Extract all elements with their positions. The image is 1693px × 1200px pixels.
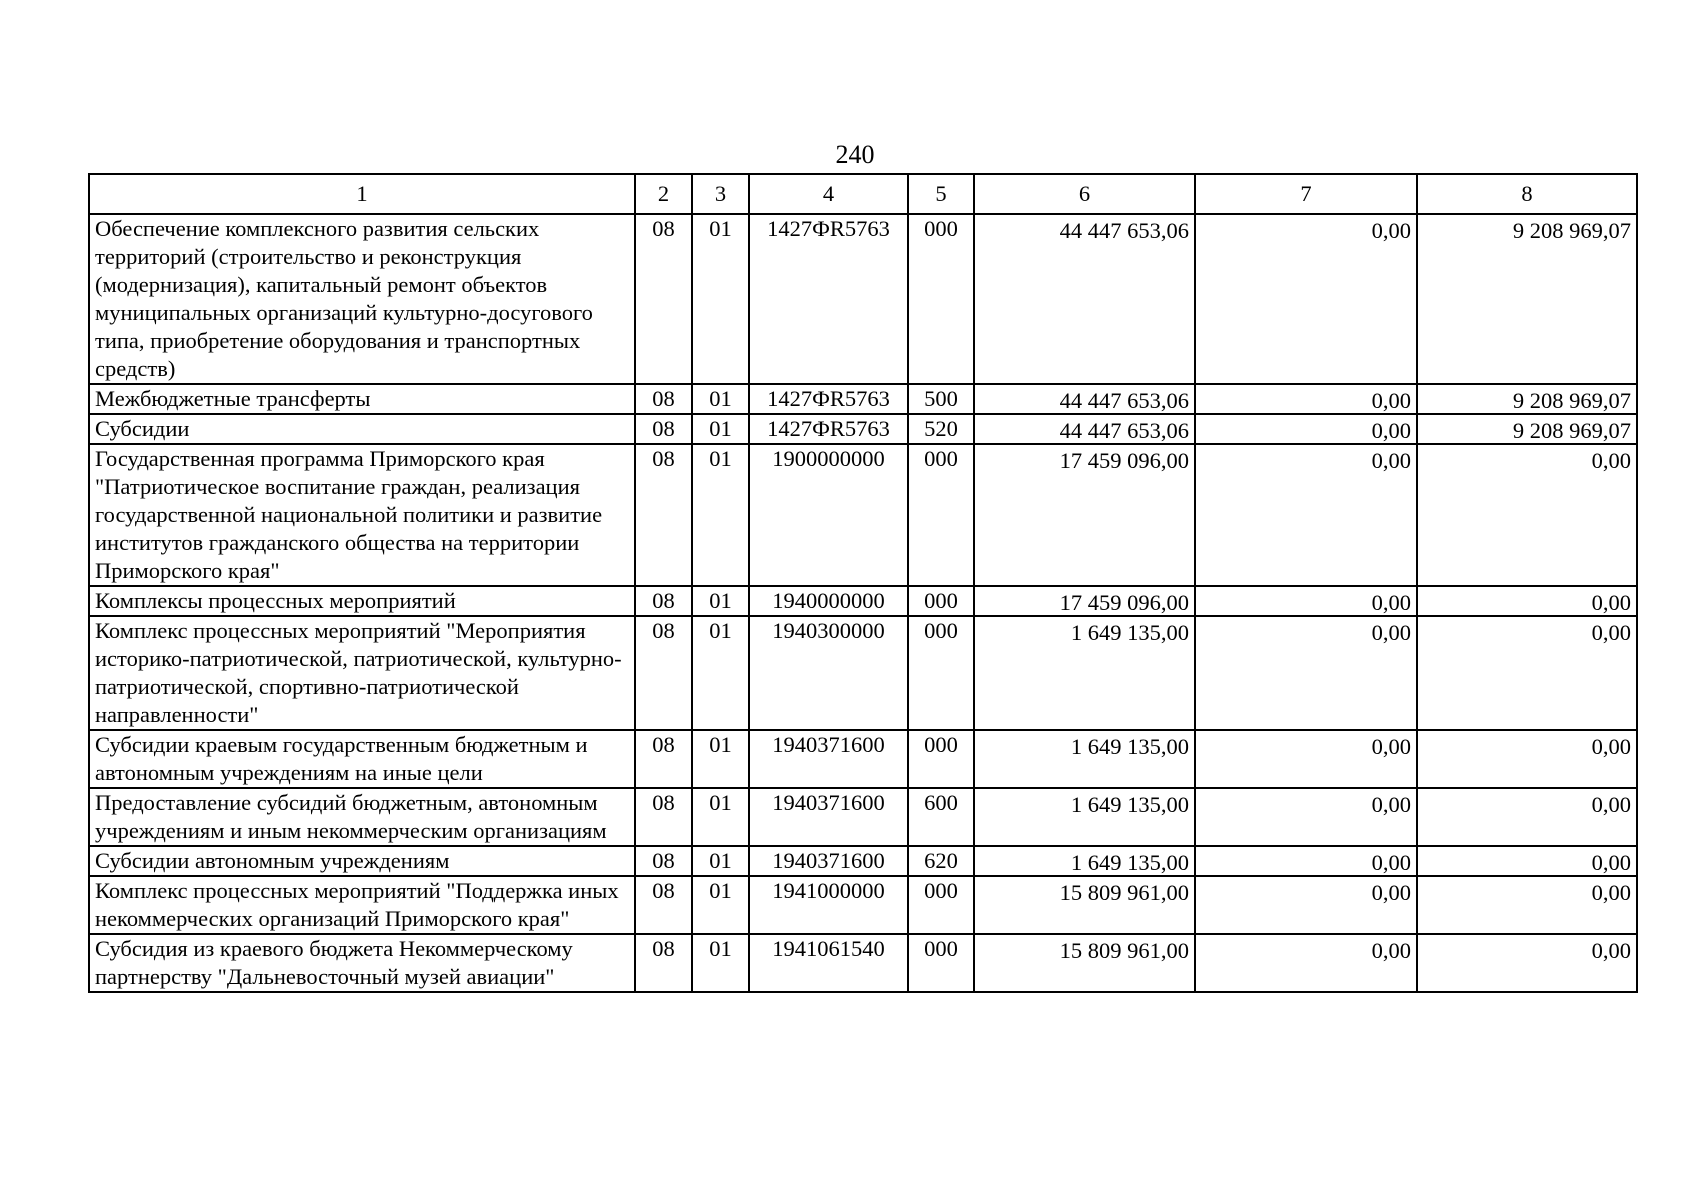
- row-amount-8: 0,00: [1591, 620, 1631, 645]
- row-name: Субсидии автономным учреждениям: [89, 846, 635, 876]
- header-cell: 8: [1417, 174, 1637, 214]
- row-amount-8: 9 208 969,07: [1512, 218, 1631, 243]
- budget-table: [88, 173, 1638, 993]
- table-row: [89, 444, 1637, 586]
- row-amount-6: 17 459 096,00: [1059, 448, 1189, 473]
- row-amount-7: 0,00: [1371, 734, 1411, 759]
- row-section: 08: [635, 586, 692, 616]
- header-cell: 3: [692, 174, 749, 214]
- table-row: [89, 876, 1637, 934]
- row-subsection: 01: [692, 846, 749, 876]
- row-expense-type: 000: [908, 586, 974, 616]
- row-subsection: 01: [692, 384, 749, 414]
- row-expense-type: 000: [908, 876, 974, 934]
- row-amount-7: 0,00: [1371, 850, 1411, 875]
- row-expense-type: 000: [908, 934, 974, 992]
- row-name: Комплексы процессных мероприятий: [89, 586, 635, 616]
- table-row: [89, 846, 1637, 876]
- row-amount-7: 0,00: [1371, 418, 1411, 443]
- row-target-code: 1940300000: [749, 616, 908, 730]
- row-expense-type: 520: [908, 414, 974, 444]
- row-section: 08: [635, 384, 692, 414]
- table-row: [89, 214, 1637, 384]
- row-amount-7: 0,00: [1371, 388, 1411, 413]
- row-section: 08: [635, 616, 692, 730]
- table-row: [89, 730, 1637, 788]
- row-name: Государственная программа Приморского края "Патриотическое воспитание граждан, реализация государственной национальной политики и развитие институтов гражданского общества на территории Приморского края": [89, 444, 635, 586]
- row-target-code: 1900000000: [749, 444, 908, 586]
- row-section: 08: [635, 444, 692, 586]
- row-name: Субсидии краевым государственным бюджетным и автономным учреждениям на иные цели: [89, 730, 635, 788]
- row-subsection: 01: [692, 934, 749, 992]
- row-target-code: 1940000000: [749, 586, 908, 616]
- row-section: 08: [635, 876, 692, 934]
- row-section: 08: [635, 788, 692, 846]
- row-target-code: 1941061540: [749, 934, 908, 992]
- row-subsection: 01: [692, 616, 749, 730]
- row-amount-6: 44 447 653,06: [1059, 418, 1189, 443]
- row-name: Межбюджетные трансферты: [89, 384, 635, 414]
- row-amount-7: 0,00: [1371, 448, 1411, 473]
- header-row: [89, 174, 1637, 214]
- row-amount-8: 0,00: [1591, 734, 1631, 759]
- row-section: 08: [635, 730, 692, 788]
- row-section: 08: [635, 846, 692, 876]
- row-subsection: 01: [692, 414, 749, 444]
- row-amount-7: 0,00: [1371, 880, 1411, 905]
- row-amount-6: 15 809 961,00: [1059, 938, 1189, 963]
- row-target-code: 1940371600: [749, 788, 908, 846]
- row-amount-6: 1 649 135,00: [1070, 620, 1189, 645]
- row-amount-7: 0,00: [1371, 218, 1411, 243]
- header-cell: 5: [908, 174, 974, 214]
- table-row: [89, 586, 1637, 616]
- table-row: [89, 414, 1637, 444]
- header-cell: 7: [1195, 174, 1417, 214]
- row-amount-7: 0,00: [1371, 590, 1411, 615]
- row-amount-6: 15 809 961,00: [1059, 880, 1189, 905]
- header-cell: 6: [974, 174, 1195, 214]
- row-amount-6: 17 459 096,00: [1059, 590, 1189, 615]
- row-amount-8: 0,00: [1591, 850, 1631, 875]
- row-name: Субсидия из краевого бюджета Некоммерческому партнерству "Дальневосточный музей авиации": [89, 934, 635, 992]
- row-amount-6: 1 649 135,00: [1070, 850, 1189, 875]
- row-name: Обеспечение комплексного развития сельских территорий (строительство и реконструкция (модернизация), капитальный ремонт объектов муниципальных организаций культурно-досугового типа, приобретение оборудования и транспортных средств): [89, 214, 635, 384]
- row-name: Предоставление субсидий бюджетным, автономным учреждениям и иным некоммерческим организациям: [89, 788, 635, 846]
- row-target-code: 1940371600: [749, 730, 908, 788]
- header-cell: 2: [635, 174, 692, 214]
- row-amount-8: 0,00: [1591, 590, 1631, 615]
- row-subsection: 01: [692, 214, 749, 384]
- row-expense-type: 000: [908, 214, 974, 384]
- row-amount-7: 0,00: [1371, 938, 1411, 963]
- row-amount-7: 0,00: [1371, 792, 1411, 817]
- row-amount-8: 0,00: [1591, 448, 1631, 473]
- row-expense-type: 600: [908, 788, 974, 846]
- row-subsection: 01: [692, 876, 749, 934]
- table-row: [89, 616, 1637, 730]
- table-row: [89, 788, 1637, 846]
- row-target-code: 1941000000: [749, 876, 908, 934]
- row-section: 08: [635, 934, 692, 992]
- header-cell: 4: [749, 174, 908, 214]
- row-expense-type: 000: [908, 616, 974, 730]
- row-name: Комплекс процессных мероприятий "Мероприятия историко-патриотической, патриотической, культурно-патриотической, спортивно-патриотической направленности": [89, 616, 635, 730]
- row-section: 08: [635, 414, 692, 444]
- row-amount-8: 9 208 969,07: [1512, 388, 1631, 413]
- row-target-code: 1940371600: [749, 846, 908, 876]
- row-amount-7: 0,00: [1371, 620, 1411, 645]
- row-amount-6: 1 649 135,00: [1070, 734, 1189, 759]
- row-amount-8: 0,00: [1591, 880, 1631, 905]
- page-number: 240: [835, 140, 875, 169]
- row-amount-8: 9 208 969,07: [1512, 418, 1631, 443]
- row-section: 08: [635, 214, 692, 384]
- row-expense-type: 620: [908, 846, 974, 876]
- row-amount-6: 44 447 653,06: [1059, 388, 1189, 413]
- row-name: Субсидии: [89, 414, 635, 444]
- table-row: [89, 384, 1637, 414]
- row-amount-6: 44 447 653,06: [1059, 218, 1189, 243]
- row-subsection: 01: [692, 586, 749, 616]
- header-cell: 1: [89, 174, 635, 214]
- row-name: Комплекс процессных мероприятий "Поддержка иных некоммерческих организаций Приморского края": [89, 876, 635, 934]
- row-expense-type: 000: [908, 730, 974, 788]
- row-subsection: 01: [692, 444, 749, 586]
- row-subsection: 01: [692, 730, 749, 788]
- row-expense-type: 500: [908, 384, 974, 414]
- row-subsection: 01: [692, 788, 749, 846]
- row-amount-6: 1 649 135,00: [1070, 792, 1189, 817]
- row-target-code: 1427ФR5763: [749, 414, 908, 444]
- row-target-code: 1427ФR5763: [749, 384, 908, 414]
- row-amount-8: 0,00: [1591, 792, 1631, 817]
- row-target-code: 1427ФR5763: [749, 214, 908, 384]
- table-row: [89, 934, 1637, 992]
- row-expense-type: 000: [908, 444, 974, 586]
- row-amount-8: 0,00: [1591, 938, 1631, 963]
